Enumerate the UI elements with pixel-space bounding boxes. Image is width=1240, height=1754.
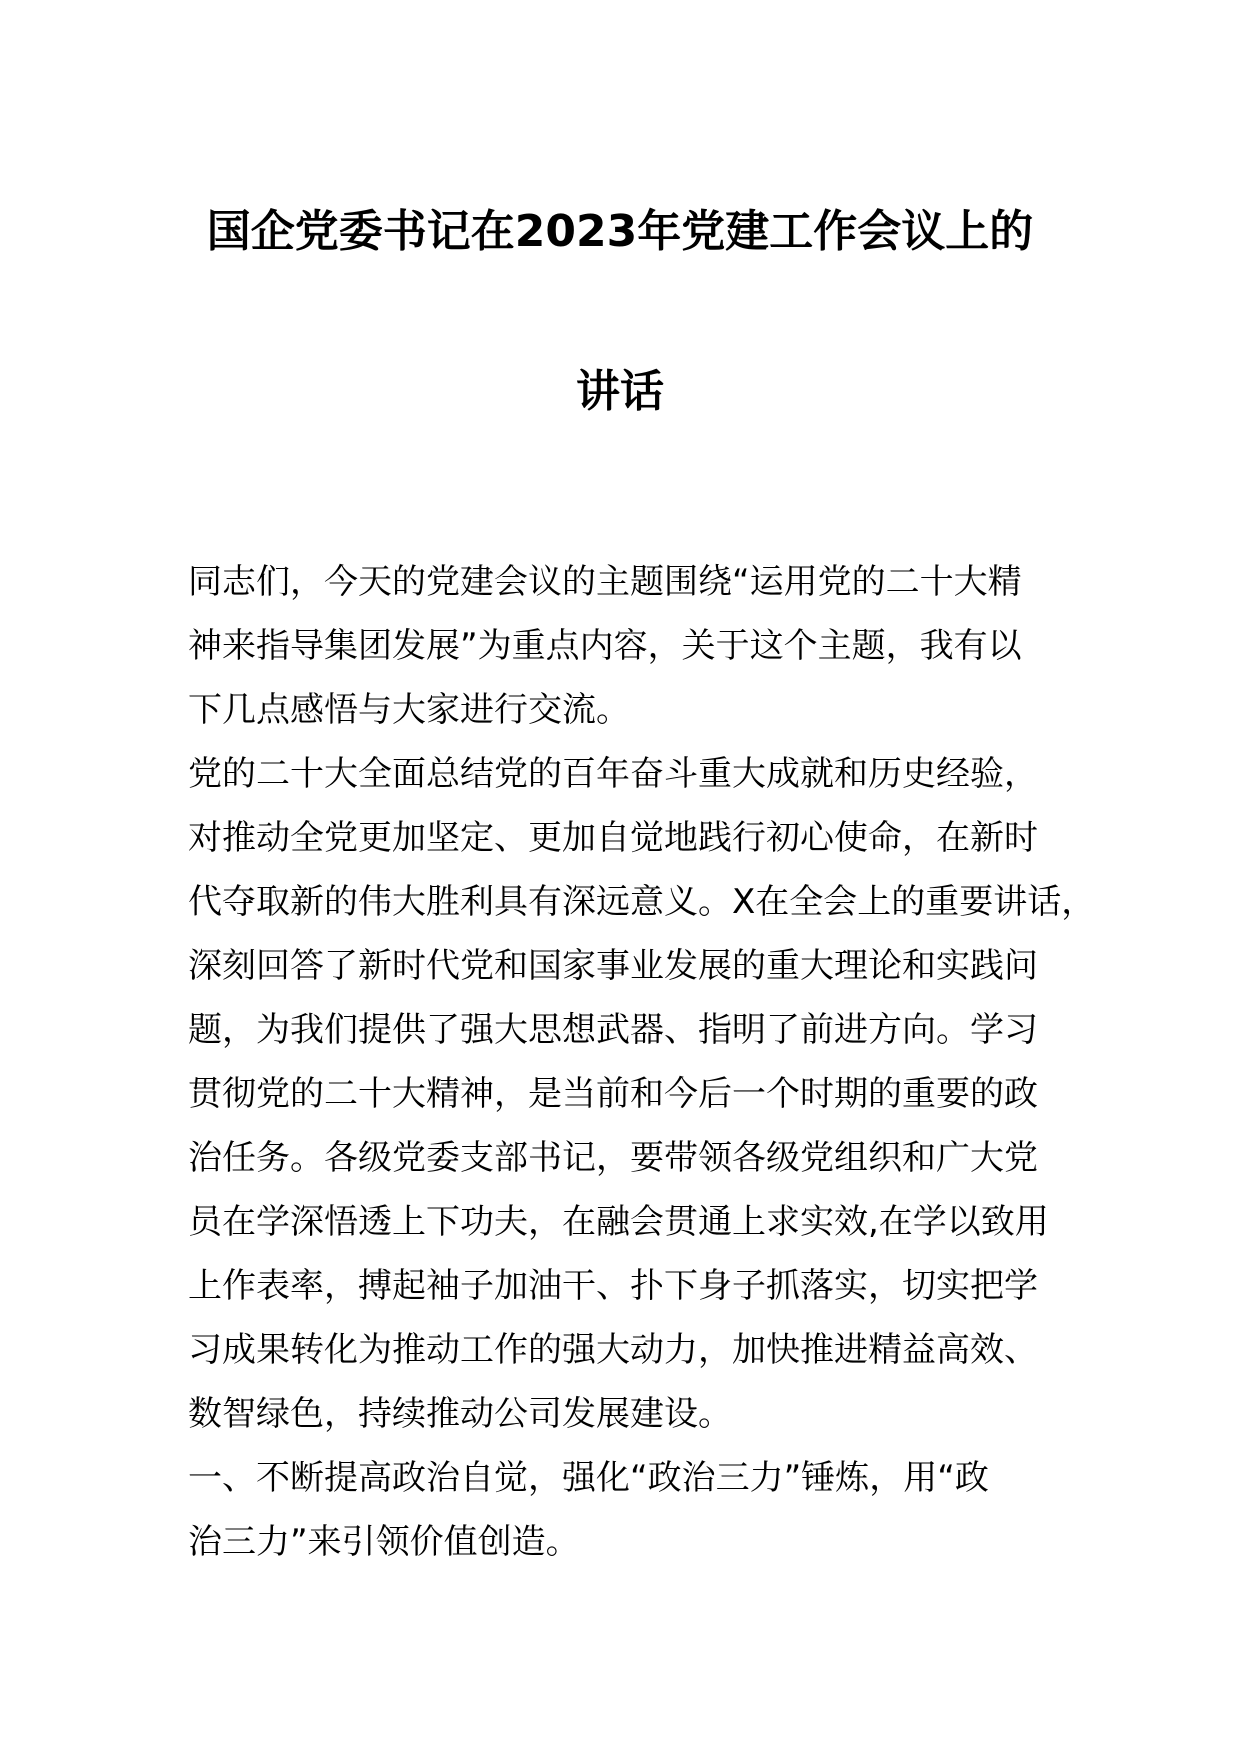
text-line: 上作表率，搏起袖子加油干、扑下身子抓落实，切实把学 [188,1266,1038,1306]
text-line: 治任务。各级党委支部书记，要带领各级党组织和广大党 [188,1138,1038,1178]
text-line: 数智绿色，持续推动公司发展建设。 [188,1394,732,1434]
paragraph-main [188,742,1096,1446]
text-line: 神来指导集团发展”为重点内容，关于这个主题，我有以 [188,626,1022,666]
text-line: 对推动全党更加坚定、更加自觉地践行初心使命，在新时 [188,818,1038,858]
document-body [188,550,1096,1574]
text-line: 深刻回答了新时代党和国家事业发展的重大理论和实践问 [188,946,1038,986]
text-line: 贯彻党的二十大精神，是当前和今后一个时期的重要的政 [188,1074,1038,1114]
document-title-line-1: 国企党委书记在2023年党建工作会议上的 [206,206,1034,257]
text-line: 下几点感悟与大家进行交流。 [188,690,630,730]
text-line: 代夺取新的伟大胜利具有深远意义。X在全会上的重要讲话， [188,882,1096,922]
text-line: 党的二十大全面总结党的百年奋斗重大成就和历史经验， [188,754,1038,794]
paragraph-greeting [188,550,1088,742]
text-line: 习成果转化为推动工作的强大动力，加快推进精益高效、 [188,1330,1038,1370]
paragraph-section-heading [188,1446,1088,1574]
text-line: 一、不断提高政治自觉，强化“政治三力”锤炼，用“政 [188,1458,989,1498]
document-title-line-2: 讲话 [576,366,664,417]
text-line: 题，为我们提供了强大思想武器、指明了前进方向。学习 [188,1010,1038,1050]
text-line: 员在学深悟透上下功夫，在融会贯通上求实效,在学以致用 [188,1202,1049,1242]
text-line: 同志们，今天的党建会议的主题围绕“运用党的二十大精 [188,562,1022,602]
text-line: 治三力”来引领价值创造。 [188,1522,580,1562]
